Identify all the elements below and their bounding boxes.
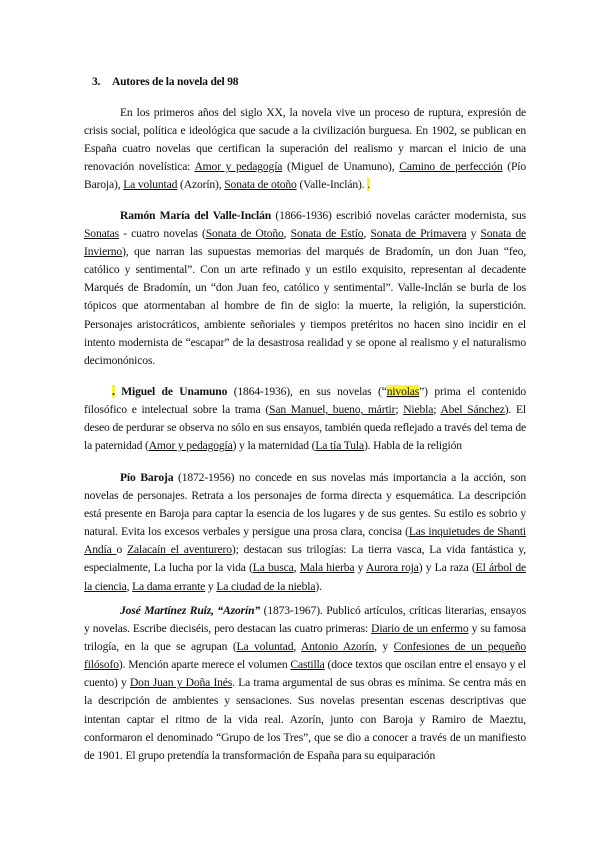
text: (doce textos que oscilan entre el ensayo y el cuento) y — [84, 658, 526, 690]
book-title: Antonio Azorín — [301, 640, 375, 654]
book-title: Mala hierba — [299, 561, 355, 575]
paragraph-intro — [84, 104, 526, 194]
text: ; — [395, 403, 404, 417]
book-title: Sonata de otoño — [224, 178, 297, 192]
section-title: Autores de la novela del 98 — [112, 76, 239, 88]
text: (1873-1967). Publicó artículos, críticas literarias, ensayos y novelas. Escribe dieciséis, pero destacan las cuatro primeras: — [84, 604, 526, 636]
paragraph-unamuno — [84, 383, 526, 455]
book-title: La voluntad — [123, 178, 178, 192]
text: ; — [433, 403, 441, 417]
text: ), que narran las supuestas memorias del marqués de Bradomín, un don Juan “feo, católico y sentimental”. Con un arte refinado y un estilo exquisito, representan al decadente Marqués de Bradomín, un “don Juan feo, católico y sentimental”. Valle-Inclán se burla de los tópicos que atormentaban al hombre de fin de siglo: la muerte, la religión, la superstición. Personajes aristocráticos, ambiente señoriales y tiempos pretéritos no hacen sino incidir en el intento modernista de “escapar” de la desastrosa realidad y se opone al realismo y el naturalismo decimonónicos. — [84, 245, 526, 367]
book-title: Don Juan y Doña Inés — [129, 676, 233, 690]
author-name: Ramón María del Valle-Inclán — [120, 209, 272, 222]
book-title: Sonata de Primavera — [370, 227, 467, 241]
paragraph-valle-inclan — [84, 207, 526, 370]
text: (Valle-Inclán). — [296, 178, 368, 192]
book-title: La busca — [252, 561, 294, 575]
book-title: La tía Tula — [315, 439, 364, 453]
text: , — [283, 227, 291, 241]
text: (Azorín), — [177, 178, 225, 192]
book-title: Diario de un enfermo — [371, 622, 469, 636]
text: , y — [374, 640, 394, 654]
text: ); destacan sus trilogías: La tierra vasca, La vida fantástica y, especialmente, La lucha por la vida ( — [84, 543, 526, 575]
book-title: San Manuel, bueno, mártir — [269, 403, 396, 417]
text: ”) prima el contenido filosófico e intelectual sobre la trama ( — [84, 385, 526, 417]
text: ). — [315, 579, 322, 593]
text: , — [293, 640, 301, 654]
book-title: Las inquietudes de Shanti Andía — [84, 525, 526, 557]
text: - cuatro novelas ( — [119, 227, 206, 241]
book-title: Confesiones de un pequeño filósofo — [84, 640, 526, 672]
text: (1864-1936), en sus novelas (“ — [227, 385, 387, 398]
author-name: Pío Baroja — [120, 471, 174, 484]
book-title: La dama errante — [132, 579, 206, 593]
text: , — [293, 561, 300, 575]
book-title: La ciudad de la niebla — [216, 579, 316, 593]
text: . La trama argumental de sus obras es mínima. Se centra más en la descripción de ambientes y sensaciones. Sus novelas presentan escenas descriptivas que intentan captar el ritmo de la vida real. Azorín, junto con Baroja y Ramiro de Maeztu, conformaron el denominado “Grupo de los Tres”, que se dio a conocer a través de un manifiesto de 1901. El grupo pretendía la transformación de España para su equiparación — [84, 676, 527, 762]
highlight-mark: . — [367, 178, 370, 192]
text: y — [466, 227, 481, 241]
text: ). Mención aparte merece el volumen — [118, 658, 291, 672]
book-title: nivolas — [386, 385, 420, 398]
text: o — [116, 543, 128, 557]
book-title: Zalacaín el aventurero — [127, 543, 232, 557]
text: ). Habla de la religión — [363, 439, 462, 453]
book-title: Camino de perfección — [399, 160, 503, 174]
book-title: Abel Sánchez — [440, 403, 505, 417]
text: y su famosa trilogía, en la que se agrupan ( — [84, 622, 526, 654]
text: y — [205, 579, 217, 593]
book-title: El árbol de la ciencia — [84, 561, 526, 593]
text: ) y la maternidad ( — [232, 439, 316, 453]
book-title: La voluntad — [236, 640, 294, 654]
text: (1866-1936) escribió novelas carácter modernista, sus — [271, 209, 526, 222]
text: ). El deseo de perdurar se observa no sólo en sus ensayos, también queda reflejado a través del tema de la paternidad ( — [84, 403, 526, 453]
book-title: Niebla — [403, 403, 434, 417]
text: (1872-1956) no concede en sus novelas más importancia a la acción, son novelas de personajes. Retrata a los personajes de forma directa y esquemática. La descripción está presente en Baroja para captar la esencia de los lugares y de sus gentes. Su estilo es sobrio y natural. Evita los excesos verbales y persigue una prosa clara, concisa ( — [84, 471, 526, 539]
text: y — [354, 561, 366, 575]
book-title: Sonata de Otoño — [205, 227, 284, 241]
text: (Miguel de Unamuno), — [282, 160, 400, 174]
text: , — [126, 579, 133, 593]
book-title: Sonata de Invierno — [84, 227, 526, 259]
section-heading — [92, 76, 238, 88]
book-title: Sonatas — [84, 227, 120, 241]
paragraph-baroja — [84, 469, 526, 596]
text: , — [363, 227, 371, 241]
section-number: 3. — [92, 76, 101, 88]
text: (Pío Baroja), — [84, 160, 526, 192]
book-title: Amor y pedagogía — [194, 160, 283, 174]
text: ) y La raza ( — [418, 561, 476, 575]
paragraph-azorin — [84, 602, 526, 765]
book-title: Castilla — [290, 658, 325, 672]
author-name: Miguel de Unamuno — [114, 385, 228, 398]
book-title: Aurora roja — [366, 561, 419, 575]
book-title: Sonata de Estío — [290, 227, 364, 241]
book-title: Amor y pedagogía — [148, 439, 233, 453]
text: En los primeros años del siglo XX, la novela vive un proceso de ruptura, expresión de crisis social, política e ideológica que sacude a la civilización burguesa. En 1902, se publican en España cuatro novelas que certifican la superación del realismo y marcan el inicio de una renovación novelística: — [84, 106, 526, 174]
author-name: José Martínez Ruiz, “Azorín” — [120, 604, 261, 617]
highlight-mark: . — [112, 385, 115, 398]
